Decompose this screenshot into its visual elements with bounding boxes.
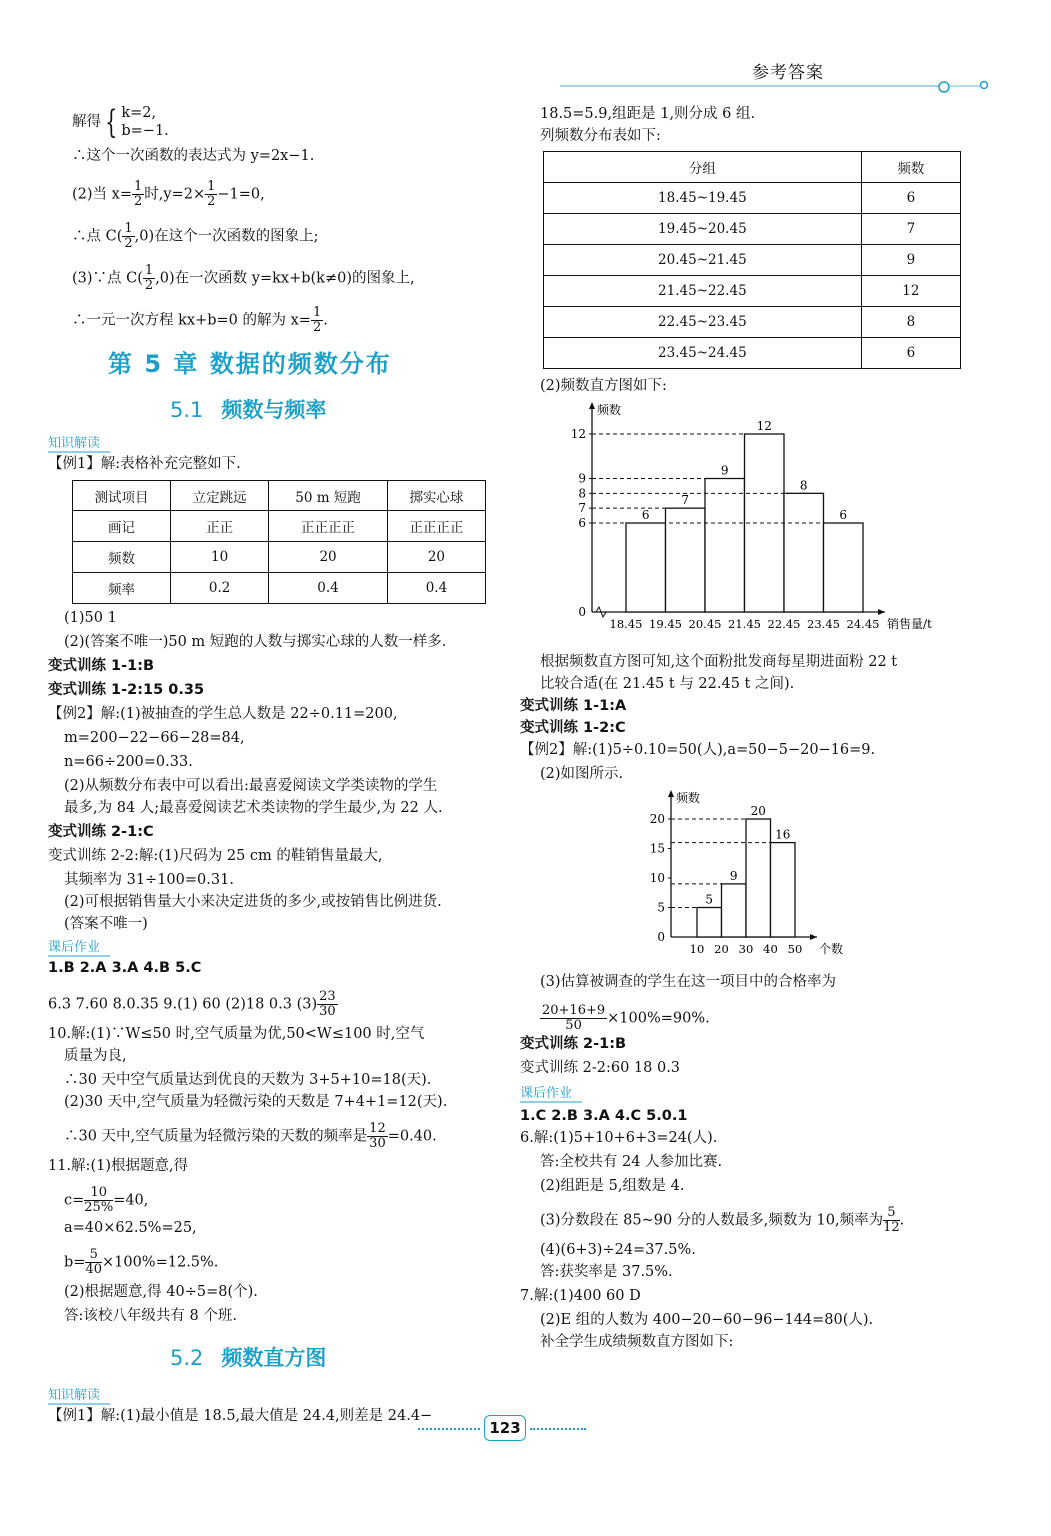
x-tick-label: 24.45 bbox=[846, 617, 880, 631]
answer-1: (1)50 1 bbox=[64, 610, 117, 626]
y-tick-label: 8 bbox=[578, 486, 586, 501]
y-tick-label: 5 bbox=[657, 900, 665, 915]
x-tick-label: 22.45 bbox=[767, 617, 801, 631]
r-homework-1-5: 1.C 2.B 3.A 4.C 5.0.1 bbox=[520, 1108, 688, 1124]
solve-system: 解得 { k=2, b=−1. bbox=[72, 103, 169, 141]
r-homework-6-line5: (4)(6+3)÷24=37.5%. bbox=[540, 1242, 696, 1258]
y-tick-label: 10 bbox=[649, 871, 665, 885]
line-part2: (2)当 x= $\frac{1}{2}$ 时,y=2× $\frac{1}{2}$ −1=0, bbox=[72, 179, 265, 209]
y-tick-label: 7 bbox=[578, 501, 586, 516]
variant-2-2-line2: 其频率为 31÷100=0.31. bbox=[64, 872, 234, 888]
histogram-bar bbox=[824, 523, 864, 612]
x-tick-label: 40 bbox=[763, 942, 778, 956]
r-homework-6-line4: (3)分数段在 85~90 分的人数最多,频数为 10,频率为 $\frac{5}{12}$ . bbox=[540, 1205, 905, 1235]
bar-data-label: 12 bbox=[756, 419, 772, 433]
histogram-bar bbox=[746, 819, 771, 937]
homework-10-line5: ∴30 天中,空气质量为轻微污染的天数的频率是 $\frac{12}{30}$ =0.40. bbox=[64, 1121, 437, 1151]
page-number: 123 bbox=[484, 1415, 526, 1441]
x-tick-label: 19.45 bbox=[649, 617, 682, 631]
homework-11-line2: c= $\frac{10}{25\%}$ =40, bbox=[64, 1185, 149, 1215]
r-line2: 列频数分布表如下: bbox=[540, 128, 661, 144]
r-example2-line3: (3)估算被调查的学生在这一项目中的合格率为 bbox=[540, 974, 837, 990]
example2-line1: 【例2】解:(1)被抽查的学生总人数是 22÷0.11=200, bbox=[48, 706, 398, 722]
homework-10-line2: 质量为良, bbox=[64, 1048, 127, 1064]
example1-intro: 【例1】解:表格补充完整如下. bbox=[48, 456, 241, 472]
bar-data-label: 16 bbox=[775, 827, 791, 842]
y-axis-label: 频数 bbox=[676, 791, 701, 805]
tag-knowledge-2: 知识解读 bbox=[48, 1384, 110, 1405]
r-line4: 根据频数直方图可知,这个面粉批发商每星期进面粉 22 t bbox=[540, 654, 898, 670]
x-axis-label: 销售量/t bbox=[887, 617, 932, 631]
y-tick-label: 6 bbox=[578, 516, 586, 530]
example1-52-line1: 【例1】解:(1)最小值是 18.5,最大值是 24.4,则差是 24.4− bbox=[48, 1408, 433, 1424]
r-variant-1-1: 变式训练 1-1:A bbox=[520, 698, 627, 714]
tag-homework-1: 课后作业 bbox=[48, 936, 110, 957]
line-part3: (3)∵点 C( $\frac{1}{2}$ ,0)在一次函数 y=kx+b(k≠0)的图象上, bbox=[72, 263, 415, 293]
homework-11-line6: 答:该校八年级共有 8 个班. bbox=[64, 1308, 237, 1324]
histogram-bar bbox=[745, 434, 785, 612]
x-axis-label: 个数 bbox=[819, 942, 844, 956]
y-tick-label: 12 bbox=[570, 427, 586, 441]
r-variant-2-2: 变式训练 2-2:60 18 0.3 bbox=[520, 1060, 681, 1076]
table-frequency-distribution: 分组 频数 18.45~19.45 6 19.45~20.45 7 20.45~21.45 9 21.45~22.45 12 22.45~23.45 8 23.45~24.45 6 bbox=[543, 151, 961, 369]
variant-2-2-line3: (2)可根据销售量大小来决定进货的多少,或按销售比例进货. bbox=[64, 894, 442, 910]
chapter-title: 第 5 章 数据的频数分布 bbox=[108, 350, 392, 378]
example2-line3: n=66÷200=0.33. bbox=[64, 754, 193, 770]
y-axis-arrow bbox=[668, 790, 674, 797]
y-tick-label: 20 bbox=[649, 812, 665, 826]
y-tick-label: 15 bbox=[649, 841, 665, 856]
x-axis-arrow bbox=[878, 609, 885, 615]
x-tick-label: 10 bbox=[689, 942, 705, 956]
example2-line2: m=200−22−66−28=84, bbox=[64, 730, 245, 746]
header-decoration bbox=[560, 80, 940, 92]
r-tag-homework: 课后作业 bbox=[520, 1082, 582, 1103]
x-tick-label: 18.45 bbox=[609, 617, 643, 631]
homework-11-line1: 11.解:(1)根据题意,得 bbox=[48, 1158, 189, 1174]
y-axis-arrow bbox=[589, 402, 595, 409]
bar-data-label: 6 bbox=[641, 508, 650, 522]
x-tick-label: 50 bbox=[787, 942, 803, 956]
r-example2-line1: 【例2】解:(1)5÷0.10=50(人),a=50−5−20−16=9. bbox=[520, 742, 876, 758]
r-line3: (2)频数直方图如下: bbox=[540, 378, 667, 394]
bar-data-label: 6 bbox=[839, 508, 848, 522]
homework-10-line1: 10.解:(1)∵W≤50 时,空气质量为优,50<W≤100 时,空气 bbox=[48, 1026, 425, 1042]
example2-line4: (2)从频数分布表中可以看出:最喜爱阅读文学类读物的学生 bbox=[64, 778, 438, 794]
homework-10-line4: (2)30 天中,空气质量为轻微污染的天数是 7+4+1=12(天). bbox=[64, 1094, 448, 1110]
x-tick-label: 20.45 bbox=[688, 617, 722, 631]
bar-data-label: 7 bbox=[681, 493, 690, 508]
homework-11-line5: (2)根据题意,得 40÷5=8(个). bbox=[64, 1284, 258, 1300]
section-5-1-title: 5.1 频数与频率 bbox=[170, 398, 327, 422]
homework-1-5: 1.B 2.A 3.A 4.B 5.C bbox=[48, 960, 202, 976]
histogram-counts bbox=[645, 786, 875, 958]
bar-data-label: 8 bbox=[799, 478, 808, 493]
example2-line5: 最多,为 84 人;最喜爱阅读艺术类读物的学生最少,为 22 人. bbox=[64, 800, 443, 816]
histogram-bar bbox=[784, 493, 824, 612]
x-tick-label: 20 bbox=[714, 942, 729, 956]
bar-data-label: 20 bbox=[750, 804, 766, 818]
y-tick-label: 0 bbox=[578, 605, 586, 619]
tag-knowledge-1: 知识解读 bbox=[48, 432, 110, 453]
histogram-sales bbox=[560, 398, 940, 638]
histogram-bar bbox=[722, 884, 747, 937]
x-tick-label: 23.45 bbox=[807, 617, 840, 631]
y-axis-label: 频数 bbox=[597, 403, 622, 417]
variant-1-1: 变式训练 1-1:B bbox=[48, 658, 155, 674]
answer-2: (2)(答案不唯一)50 m 短跑的人数与掷实心球的人数一样多. bbox=[64, 634, 447, 650]
r-homework-6-line3: (2)组距是 5,组数是 4. bbox=[540, 1178, 685, 1194]
r-homework-7-line2: (2)E 组的人数为 400−20−60−96−144=80(人). bbox=[540, 1312, 874, 1328]
r-line1: 18.5=5.9,组距是 1,则分成 6 组. bbox=[540, 106, 756, 122]
page-dots-left bbox=[418, 1428, 480, 1430]
variant-1-2: 变式训练 1-2:15 0.35 bbox=[48, 682, 205, 698]
r-homework-6-line2: 答:全校共有 24 人参加比赛. bbox=[540, 1154, 723, 1170]
homework-11-line3: a=40×62.5%=25, bbox=[64, 1220, 197, 1236]
x-tick-label: 21.45 bbox=[728, 617, 761, 631]
solve-label: 解得 bbox=[72, 114, 101, 130]
system-bottom: b=−1. bbox=[121, 123, 169, 139]
histogram-bar bbox=[666, 508, 706, 612]
bar-data-label: 9 bbox=[720, 463, 729, 478]
table-test-items: 测试项目 立定跳远 50 m 短跑 掷实心球 画记 正正 正正正正 正正正正 频数 10 20 20 频率 0.2 0.4 0.4 bbox=[72, 480, 486, 604]
y-tick-label: 9 bbox=[578, 471, 586, 486]
r-homework-6-line6: 答:获奖率是 37.5%. bbox=[540, 1264, 673, 1280]
line-expression: ∴这个一次函数的表达式为 y=2x−1. bbox=[72, 148, 315, 164]
line-solution: ∴一元一次方程 kx+b=0 的解为 x= $\frac{1}{2}$ . bbox=[72, 305, 328, 335]
variant-2-1: 变式训练 2-1:C bbox=[48, 824, 154, 840]
bar-data-label: 9 bbox=[729, 868, 738, 883]
system-top: k=2, bbox=[121, 105, 157, 121]
histogram-bar bbox=[626, 523, 666, 612]
r-variant-1-2: 变式训练 1-2:C bbox=[520, 720, 626, 736]
bar-data-label: 5 bbox=[705, 892, 714, 907]
histogram-bar bbox=[705, 479, 745, 613]
r-example2-line4: $\frac{20+16+9}{50}$ ×100%=90%. bbox=[542, 1003, 710, 1033]
x-tick-label: 30 bbox=[738, 942, 754, 956]
y-tick-label: 0 bbox=[657, 930, 665, 944]
r-variant-2-1: 变式训练 2-1:B bbox=[520, 1036, 627, 1052]
r-line5: 比较合适(在 21.45 t 与 22.45 t 之间). bbox=[540, 676, 795, 692]
header-title: 参考答案 bbox=[752, 63, 824, 83]
r-homework-6-line1: 6.解:(1)5+10+6+3=24(人). bbox=[520, 1130, 718, 1146]
line-point-c: ∴点 C( $\frac{1}{2}$ ,0)在这个一次函数的图象上; bbox=[72, 221, 319, 251]
variant-2-2: 变式训练 2-2:解:(1)尺码为 25 cm 的鞋销售量最大, bbox=[48, 848, 383, 864]
homework-11-line4: b= $\frac{5}{40}$ ×100%=12.5%. bbox=[64, 1247, 219, 1277]
histogram-bar bbox=[697, 908, 722, 938]
homework-6-9: 6.3 7.60 8.0.35 9.(1) 60 (2)18 0.3 (3) $\frac{23}{30}$ bbox=[48, 989, 336, 1019]
r-homework-7-line1: 7.解:(1)400 60 D bbox=[520, 1288, 641, 1304]
section-5-2-title: 5.2 频数直方图 bbox=[170, 1346, 327, 1370]
histogram-bar bbox=[771, 843, 796, 937]
x-axis-arrow bbox=[810, 934, 817, 940]
page-dots-right bbox=[530, 1428, 586, 1430]
r-example2-line2: (2)如图所示. bbox=[540, 766, 624, 782]
variant-2-2-line4: (答案不唯一) bbox=[64, 916, 148, 932]
homework-10-line3: ∴30 天中空气质量达到优良的天数为 3+5+10=18(天). bbox=[64, 1072, 432, 1088]
r-homework-7-line3: 补全学生成绩频数直方图如下: bbox=[540, 1334, 734, 1350]
